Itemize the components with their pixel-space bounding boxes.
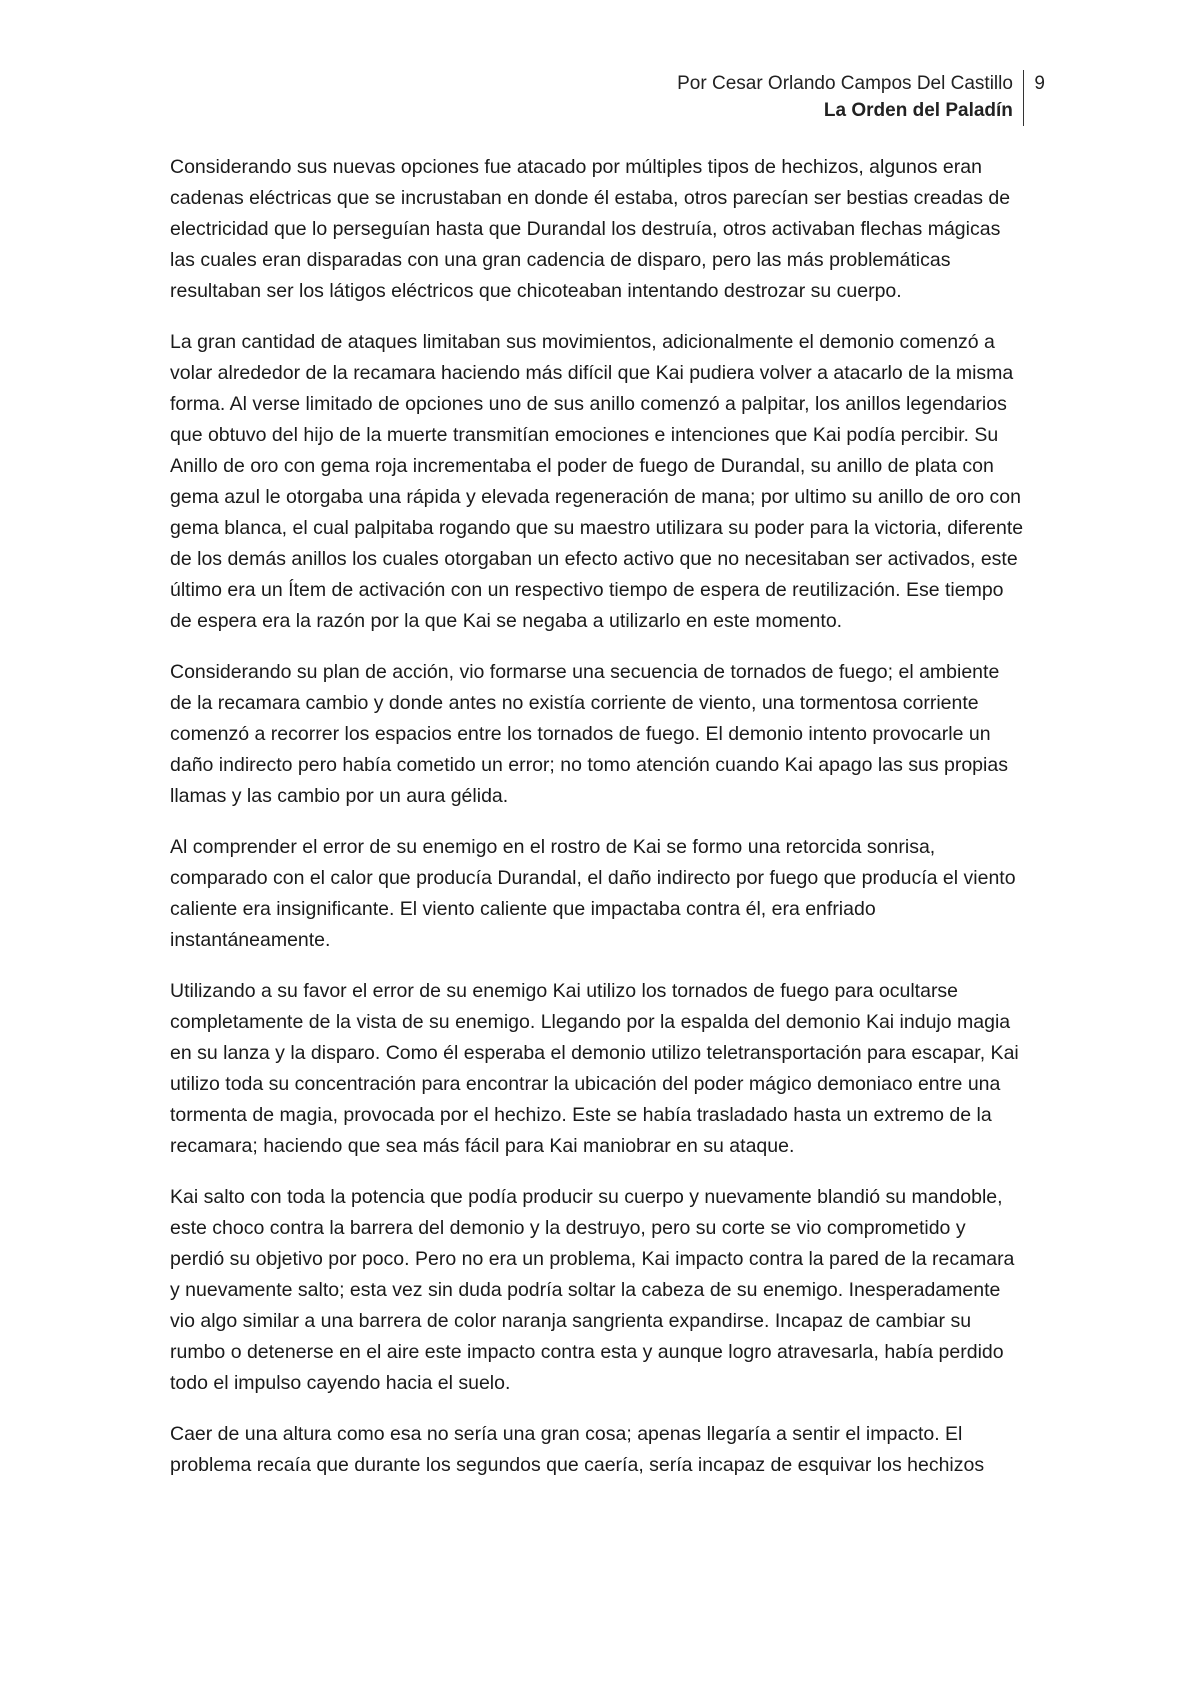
paragraph-7: Caer de una altura como esa no sería una gran cosa; apenas llegaría a sentir el impacto. El problema recaía que durante los segundos que caería, sería incapaz de esquivar los hechizos [170,1423,985,1476]
page-header [677,70,1045,126]
header-author: Por Cesar Orlando Campos Del Castillo [677,73,1013,94]
header-book-title: La Orden del Paladín [823,100,1013,121]
body-text [170,152,1025,1501]
paragraph-6: Kai salto con toda la potencia que podía producir su cuerpo y nuevamente blandió su mandoble, este choco contra la barrera del demonio y la destruyo, pero su corte se vio comprometido y perdió su objetivo por poco. Pero no era un problema, Kai impacto contra la pared de la recamara y nuevamente salto; esta vez sin duda podría soltar la cabeza de su enemigo. Inesperadamente vio algo similar a una barrera de color naranja sangrienta expandirse. Incapaz de cambiar su rumbo o detenerse en el aire este impacto contra esta y aunque logro atravesarla, había perdido todo el impulso cayendo hacia el suelo. [170,1186,1015,1394]
paragraph-4: Al comprender el error de su enemigo en el rostro de Kai se formo una retorcida sonrisa, comparado con el calor que producía Durandal, el daño indirecto por fuego que producía el viento caliente era insignificante. El viento caliente que impactaba contra él, era enfriado instantáneamente. [170,836,1016,951]
header-text [677,70,1023,126]
paragraph-5: Utilizando a su favor el error de su enemigo Kai utilizo los tornados de fuego para ocultarse completamente de la vista de su enemigo. Llegando por la espalda del demonio Kai indujo magia en su lanza y la disparo. Como él esperaba el demonio utilizo teletransportación para escapar, Kai utilizo toda su concentración para encontrar la ubicación del poder mágico demoniaco entre una tormenta de magia, provocada por el hechizo. Este se había trasladado hasta un extremo de la recamara; haciendo que sea más fácil para Kai maniobrar en su ataque. [170,980,1019,1157]
paragraph-1: Considerando sus nuevas opciones fue atacado por múltiples tipos de hechizos, algunos eran cadenas eléctricas que se incrustaban en donde él estaba, otros parecían ser bestias creadas de electricidad que lo perseguían hasta que Durandal los destruía, otros activaban flechas mágicas las cuales eran disparadas con una gran cadencia de disparo, pero las más problemáticas resultaban ser los látigos eléctricos que chicoteaban intentando destrozar su cuerpo. [170,156,1011,302]
paragraph-2: La gran cantidad de ataques limitaban sus movimientos, adicionalmente el demonio comenzó a volar alrededor de la recamara haciendo más difícil que Kai pudiera volver a atacarlo de la misma forma. Al verse limitado de opciones uno de sus anillo comenzó a palpitar, los anillos legendarios que obtuvo del hijo de la muerte transmitían emociones e intenciones que Kai podía percibir. Su Anillo de oro con gema roja incrementaba el poder de fuego de Durandal, su anillo de plata con gema azul le otorgaba una rápida y elevada regeneración de mana; por ultimo su anillo de oro con gema blanca, el cual palpitaba rogando que su maestro utilizara su poder para la victoria, diferente de los demás anillos los cuales otorgaban un efecto activo que no necesitaban ser activados, este último era un Ítem de activación con un respectivo tiempo de espera de reutilización. Ese tiempo de espera era la razón por la que Kai se negaba a utilizarlo en este momento. [170,331,1024,632]
page-number: 9 [1034,73,1045,94]
paragraph-3: Considerando su plan de acción, vio formarse una secuencia de tornados de fuego; el ambiente de la recamara cambio y donde antes no existía corriente de viento, una tormentosa corriente comenzó a recorrer los espacios entre los tornados de fuego. El demonio intento provocarle un daño indirecto pero había cometido un error; no tomo atención cuando Kai apago las sus propias llamas y las cambio por un aura gélida. [170,661,1008,807]
